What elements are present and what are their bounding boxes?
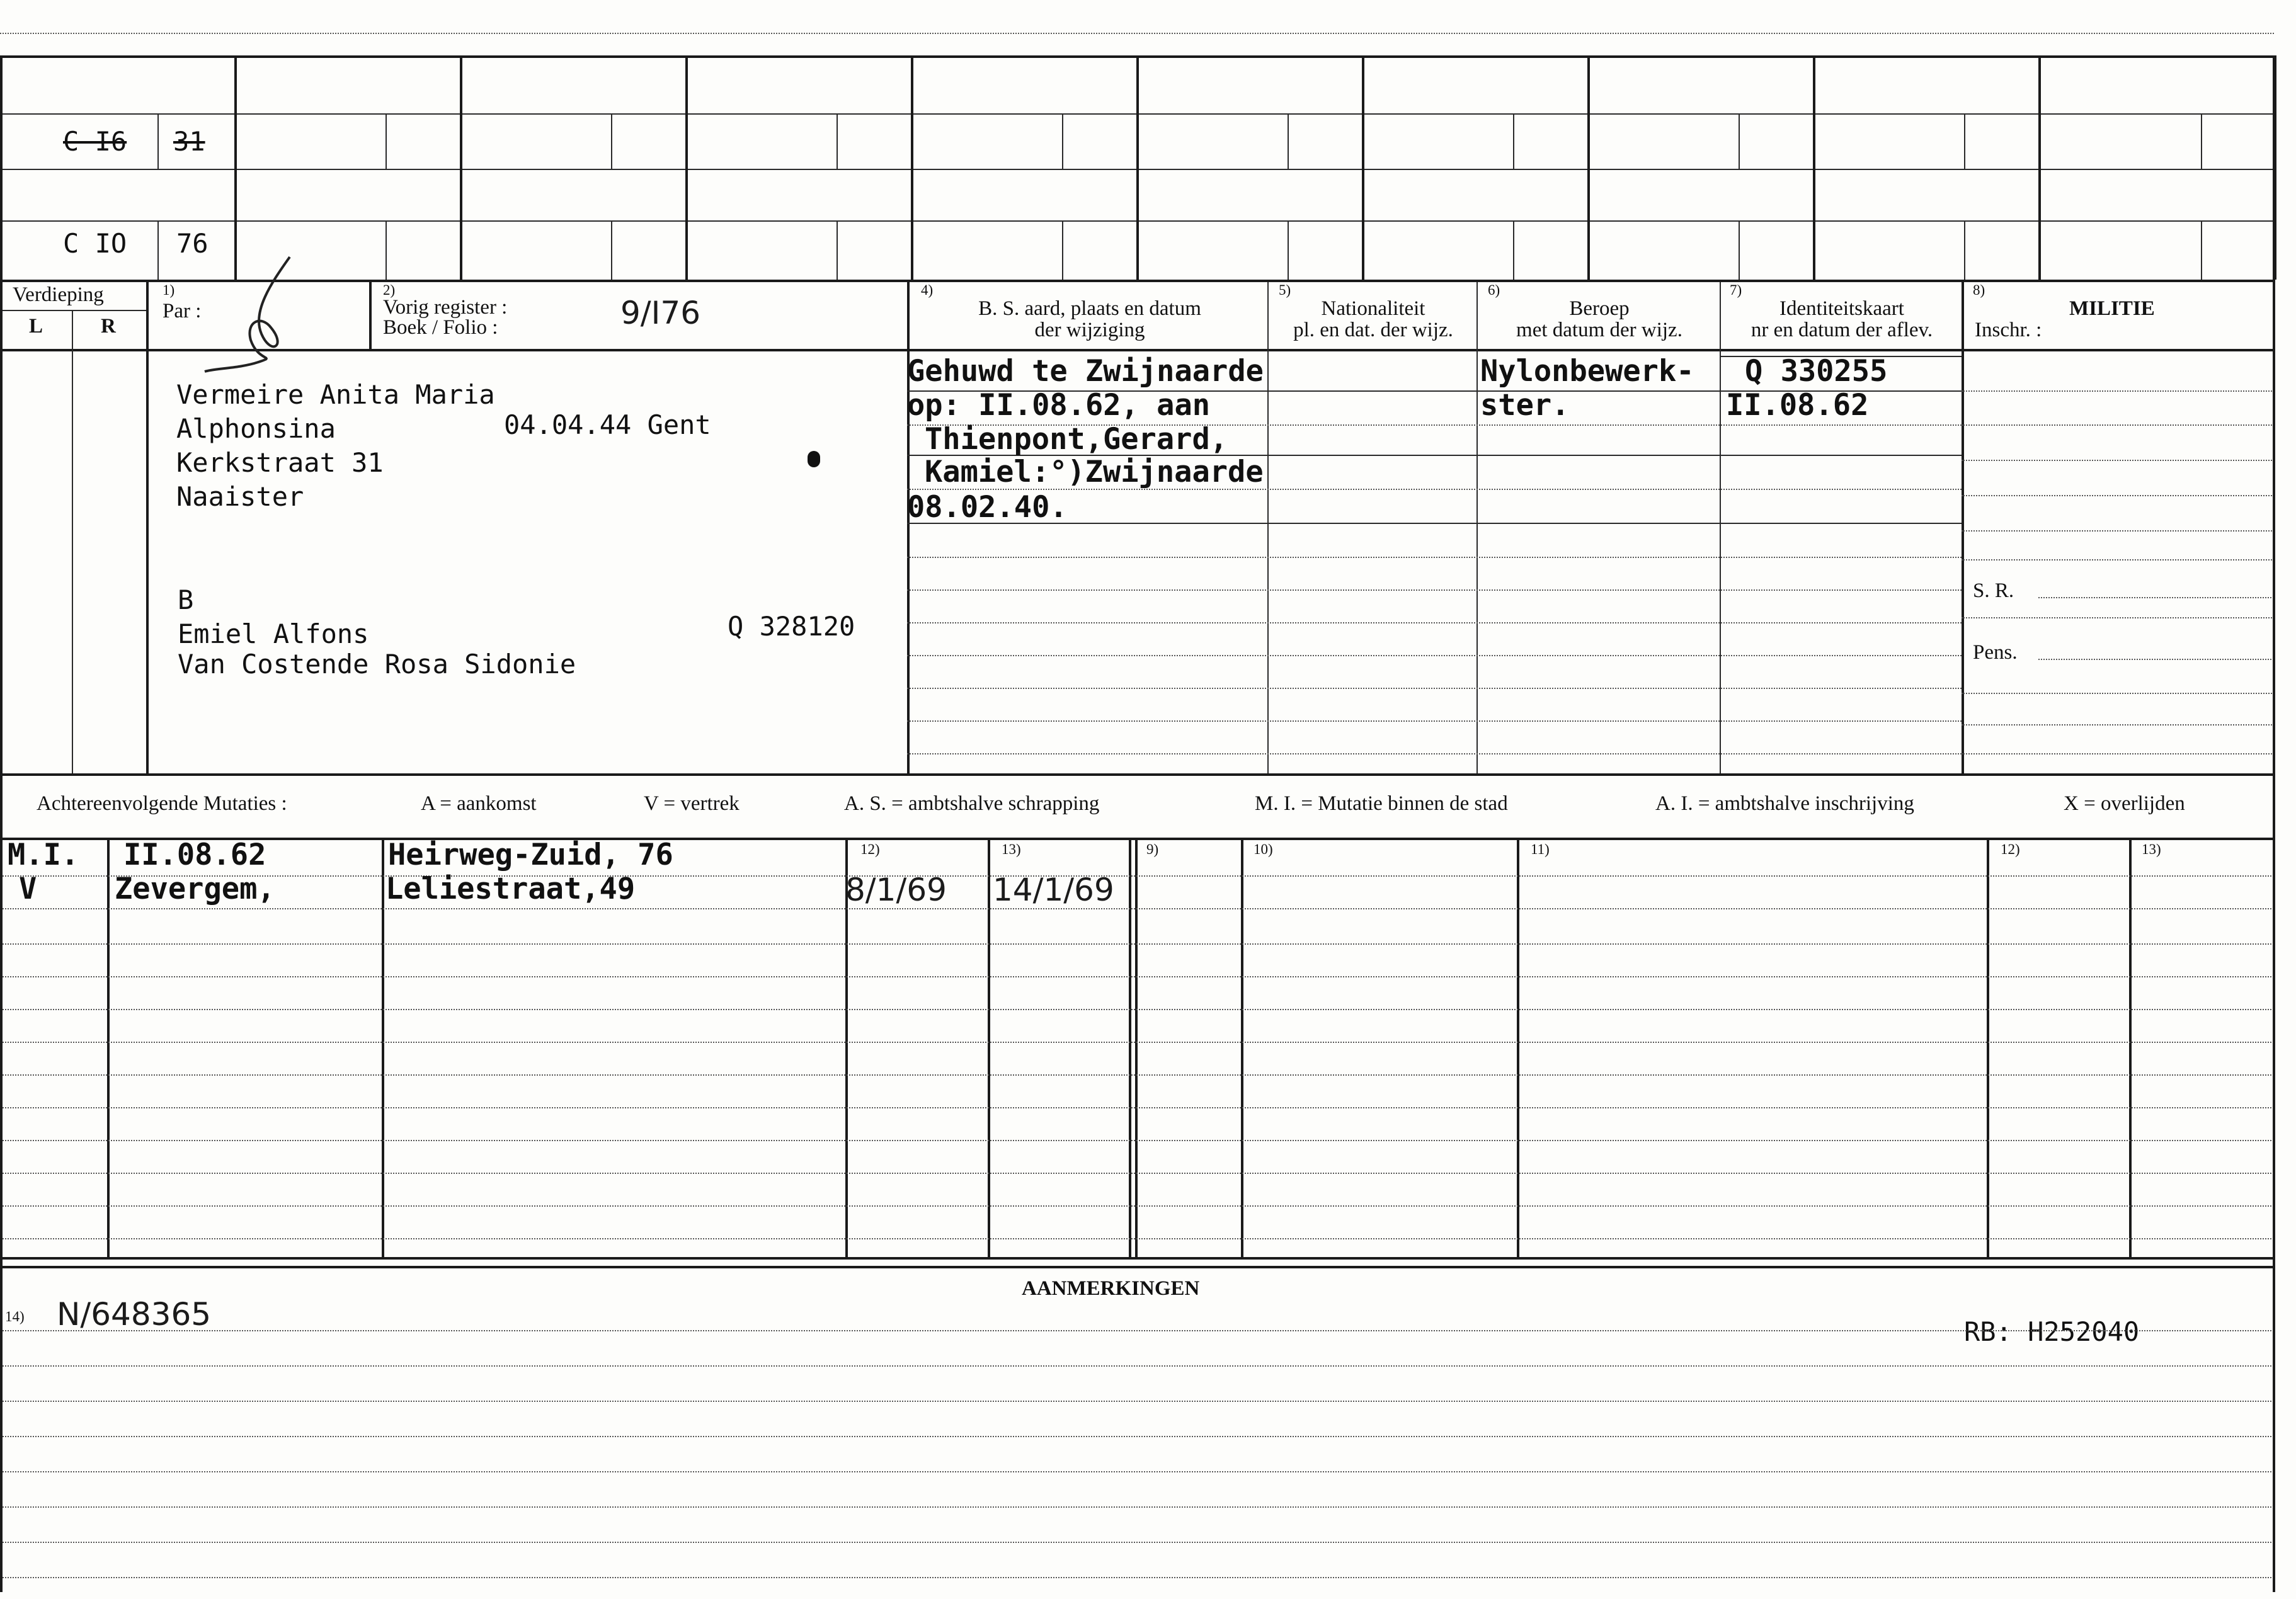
mutatie-row-2-place: Zevergem, — [115, 872, 275, 906]
nationaliteit-header-line2: pl. en dat. der wijz. — [1293, 319, 1453, 341]
columns-5-7-rule — [1267, 589, 1962, 591]
columns-5-7-rule — [1267, 523, 1962, 524]
field-number-2: 2) — [383, 282, 396, 298]
top-grid-column — [460, 55, 462, 280]
militie-rule — [1962, 693, 2274, 694]
identity-card-date: II.08.62 — [1726, 388, 1869, 423]
verdieping-lr-divider — [72, 310, 73, 773]
columns-5-7-rule — [1267, 655, 1962, 656]
verdieping-label: Verdieping — [13, 283, 104, 306]
top-grid-subcolumn — [837, 113, 838, 169]
aanmerkingen-rule — [0, 1506, 2274, 1508]
inschr-label: Inschr. : — [1975, 319, 2042, 341]
mutaties-col-13-number: 13) — [1002, 841, 1021, 857]
top-grid-subcolumn — [157, 220, 159, 280]
mutaties-row-rule — [0, 1042, 2274, 1043]
field-number-5: 5) — [1279, 282, 1291, 298]
militie-rule — [1962, 495, 2274, 496]
top-grid-subcolumn — [611, 113, 612, 169]
vorig-register-value: 9/I76 — [620, 295, 701, 331]
mutaties-row-rule — [0, 1173, 2274, 1174]
columns-5-7-rule — [1267, 688, 1962, 689]
mutaties-col-11-number: 11) — [1531, 841, 1550, 857]
mutaties-col-9-number: 9) — [1146, 841, 1159, 857]
top-grid-subcolumn — [1513, 113, 1514, 169]
columns-5-7-rule — [1267, 557, 1962, 558]
mutaties-bottom-border — [0, 1257, 2274, 1260]
verdieping-rule — [0, 310, 146, 311]
top-grid-subcolumn — [386, 113, 387, 169]
bs-rule — [907, 720, 1269, 722]
bs-header-line2: der wijziging — [1034, 319, 1145, 341]
header-column-divider — [146, 282, 149, 773]
civil-status-line2: op: II.08.62, aan — [907, 388, 1211, 423]
identiteitskaart-header-line1: Identiteitskaart — [1779, 297, 1904, 320]
person-name-line1: Vermeire Anita Maria — [176, 379, 495, 410]
legend-overlijden: X = overlijden — [2064, 792, 2185, 815]
civil-status-line4: Kamiel:°)Zwijnaarde — [925, 455, 1264, 489]
person-block-bottom-border — [0, 773, 2274, 776]
register-code-crossed: C I6 — [63, 126, 127, 157]
aanmerkingen-title: AANMERKINGEN — [1022, 1277, 1200, 1300]
field-number-6: 6) — [1488, 282, 1500, 298]
identiteitskaart-header-line2: nr en datum der aflev. — [1751, 319, 1933, 341]
beroep-line1: Nylonbewerk- — [1480, 354, 1694, 389]
top-grid-column — [1587, 55, 1590, 280]
mutaties-column — [2129, 838, 2132, 1257]
militie-rule — [1962, 460, 2274, 461]
columns-5-7-rule — [1267, 753, 1962, 754]
mutaties-column — [1129, 838, 1131, 1257]
father-name: Emiel Alfons — [178, 618, 369, 649]
top-grid-subcolumn — [1288, 113, 1289, 169]
top-grid-subcolumn — [1739, 113, 1740, 169]
mutatie-row-2-date-12: 8/1/69 — [845, 872, 947, 908]
militie-rule — [1962, 724, 2274, 726]
header-column-divider — [1962, 282, 1964, 773]
top-grid-subcolumn — [1062, 113, 1063, 169]
mutatie-row-2-date-13: 14/1/69 — [993, 872, 1114, 908]
legend-vertrek: V = vertrek — [644, 792, 740, 815]
bs-rule — [907, 753, 1269, 754]
militie-title: MILITIE — [2069, 297, 2155, 320]
mutaties-column — [1987, 838, 1989, 1257]
mutaties-column — [1241, 838, 1243, 1257]
bs-rule — [907, 557, 1269, 558]
top-grid-subcolumn — [386, 220, 387, 280]
mother-name: Van Costende Rosa Sidonie — [178, 649, 576, 680]
mutatie-row-1-date: II.08.62 — [123, 838, 266, 872]
top-grid-subcolumn — [157, 113, 159, 169]
sr-label: S. R. — [1973, 579, 2014, 602]
militie-rule — [1962, 617, 2274, 618]
bs-rule — [907, 589, 1269, 591]
top-dotted-rule — [0, 33, 2274, 34]
civil-status-line1: Gehuwd te Zwijnaarde — [907, 354, 1264, 389]
mutaties-column — [988, 838, 990, 1257]
aanmerkingen-rule — [0, 1471, 2274, 1472]
mutaties-row-rule — [0, 1107, 2274, 1108]
mutaties-column-double — [1135, 838, 1138, 1257]
aanmerkingen-note: N/648365 — [57, 1296, 212, 1333]
mutaties-row-rule — [0, 908, 2274, 909]
mutaties-column — [382, 838, 384, 1257]
nationaliteit-header-line1: Nationaliteit — [1321, 297, 1425, 320]
header-bottom-border — [0, 349, 2274, 351]
father-id: Q 328120 — [728, 611, 855, 642]
person-address: Kerkstraat 31 — [176, 447, 384, 478]
field-number-14: 14) — [5, 1309, 25, 1324]
top-grid-column — [2038, 55, 2041, 280]
mutaties-row-rule — [0, 1140, 2274, 1141]
civil-status-line3: Thienpont,Gerard, — [925, 422, 1228, 457]
sr-line — [2038, 597, 2274, 598]
mutatie-row-2-type: V — [19, 872, 37, 906]
columns-5-7-rule — [1267, 455, 1962, 456]
boek-folio-label: Boek / Folio : — [383, 316, 498, 339]
field-number-4: 4) — [921, 282, 934, 298]
column-r-label: R — [101, 315, 116, 338]
header-column-divider — [1476, 282, 1478, 773]
civil-status-line5: 08.02.40. — [907, 490, 1068, 525]
rb-number: RB: H252040 — [1964, 1316, 2140, 1347]
top-grid-subcolumn — [1513, 220, 1514, 280]
aanmerkingen-rule — [0, 1577, 2274, 1578]
mutaties-col-13-number-right: 13) — [2142, 841, 2161, 857]
top-grid-subcolumn — [1964, 220, 1965, 280]
mutaties-col-10-number: 10) — [1254, 841, 1273, 857]
legend-ambtshalve-inschrijving: A. I. = ambtshalve inschrijving — [1655, 792, 1914, 815]
header-column-divider — [369, 282, 372, 349]
top-grid-column — [1362, 55, 1364, 280]
bs-rule — [907, 655, 1269, 656]
columns-5-7-rule — [1267, 424, 1962, 426]
top-grid-column — [1813, 55, 1815, 280]
legend-ambtshalve-schrapping: A. S. = ambtshalve schrapping — [844, 792, 1100, 815]
pens-label: Pens. — [1973, 641, 2018, 664]
militie-rule — [1962, 390, 2274, 392]
beroep-header-line1: Beroep — [1569, 297, 1630, 320]
register-code: C IO — [63, 228, 127, 259]
aanmerkingen-rule — [0, 1401, 2274, 1402]
aanmerkingen-top-border — [0, 1266, 2274, 1268]
bs-rule — [907, 688, 1269, 689]
field-number-8: 8) — [1973, 282, 1985, 298]
identity-card-number: Q 330255 — [1745, 354, 1888, 389]
columns-5-7-rule — [1267, 720, 1962, 722]
top-grid-subcolumn — [2201, 220, 2202, 280]
top-grid-subcolumn — [1739, 220, 1740, 280]
vorig-register-label: Vorig register : — [383, 296, 508, 319]
card-right-border — [2273, 55, 2275, 1592]
register-number: 76 — [176, 228, 208, 259]
par-label: Par : — [163, 300, 202, 322]
person-occupation: Naaister — [176, 481, 304, 512]
top-grid-column — [911, 55, 913, 280]
header-column-divider — [1267, 282, 1269, 773]
ink-blot — [808, 451, 820, 467]
mutaties-col-12-number: 12) — [860, 841, 880, 857]
mutaties-title: Achtereenvolgende Mutaties : — [37, 792, 287, 815]
aanmerkingen-rule — [0, 1330, 2274, 1331]
mutatie-row-1-address: Heirweg-Zuid, 76 — [388, 838, 673, 872]
mutaties-column — [107, 838, 110, 1257]
card-left-border — [0, 55, 3, 1592]
aanmerkingen-rule — [0, 1365, 2274, 1367]
top-grid-subcolumn — [1288, 220, 1289, 280]
mutaties-row-rule — [0, 943, 2274, 945]
mutaties-row-rule — [0, 1238, 2274, 1239]
mutatie-row-1-type: M.I. — [8, 838, 79, 872]
pens-line — [2038, 659, 2274, 660]
top-grid-column — [1136, 55, 1139, 280]
top-grid-column — [685, 55, 688, 280]
person-b-label: B — [178, 584, 194, 615]
mutaties-row-rule — [0, 1205, 2274, 1207]
beroep-line2: ster. — [1480, 388, 1570, 423]
militie-rule — [1962, 559, 2274, 561]
field-number-1: 1) — [163, 282, 175, 298]
par-handwritten-mark — [202, 252, 302, 378]
top-grid-subcolumn — [2201, 113, 2202, 169]
aanmerkingen-rule — [0, 1436, 2274, 1437]
mutaties-column — [1517, 838, 1519, 1257]
column-l-label: L — [29, 315, 43, 338]
bs-header-line1: B. S. aard, plaats en datum — [978, 297, 1201, 320]
top-grid-bottom-border — [0, 280, 2274, 282]
legend-mutatie-binnen-stad: M. I. = Mutatie binnen de stad — [1255, 792, 1508, 815]
mutatie-row-2-address: Leliestraat,49 — [386, 872, 636, 906]
mutaties-row-rule — [0, 875, 2274, 877]
columns-5-7-rule — [1267, 622, 1962, 623]
top-grid-subcolumn — [837, 220, 838, 280]
top-grid-subcolumn — [1964, 113, 1965, 169]
person-name-line2: Alphonsina — [176, 413, 336, 444]
top-grid-column — [234, 55, 237, 280]
top-grid-subcolumn — [1062, 220, 1063, 280]
beroep-header-line2: met datum der wijz. — [1516, 319, 1682, 341]
person-birth: 04.04.44 Gent — [504, 409, 711, 440]
mutaties-row-rule — [0, 1074, 2274, 1076]
militie-rule — [1962, 530, 2274, 532]
top-grid-subcolumn — [611, 220, 612, 280]
mutaties-row-rule — [0, 976, 2274, 977]
militie-rule — [1962, 753, 2274, 754]
columns-5-7-rule — [1267, 489, 1962, 490]
mutaties-col-12-number-right: 12) — [2001, 841, 2020, 857]
aanmerkingen-rule — [0, 1542, 2274, 1543]
register-number-crossed: 31 — [173, 126, 205, 157]
mutaties-row-rule — [0, 1009, 2274, 1010]
legend-aankomst: A = aankomst — [421, 792, 537, 815]
bs-rule — [907, 622, 1269, 623]
militie-rule — [1962, 424, 2274, 426]
field-number-7: 7) — [1730, 282, 1742, 298]
